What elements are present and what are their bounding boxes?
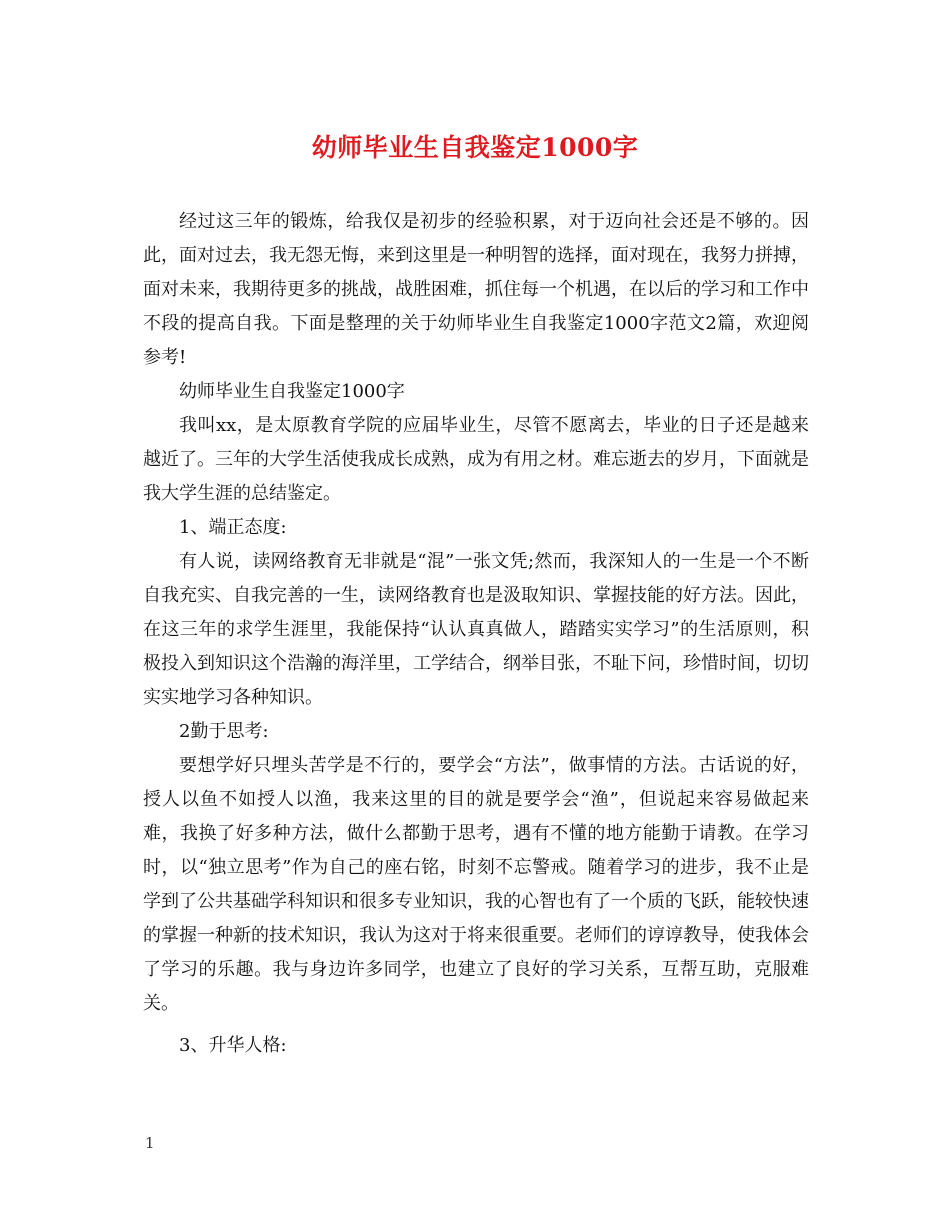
attitude-paragraph: 有人说，读网络教育无非就是“混”一张文凭;然而，我深知人的一生是一个不断自我充实、自我完善的一生，读网络教育也是汲取知识、掌握技能的好方法。因此，在这三年的求学生涯里，我能保持“认认真真做人，踏踏实实学习”的生活原则，积极投入到知识这个浩瀚的海洋里，工学结合，纲举目张，不耻下问，珍惜时间，切切实实地学习各种知识。 — [143, 551, 809, 708]
document-title: 幼师毕业生自我鉴定1000字 — [311, 133, 639, 162]
heading-personality: 3、升华人格: — [179, 1035, 287, 1056]
heading-attitude: 1、端正态度: — [179, 517, 287, 538]
intro-paragraph: 经过这三年的锻炼，给我仅是初步的经验积累，对于迈向社会还是不够的。因此，面对过去，我无怨无悔，来到这里是一种明智的选择，面对现在，我努力拼搏，面对未来，我期待更多的挑战，战胜困难，抓住每一个机遇，在以后的学习和工作中不段的提高自我。下面是整理的关于幼师毕业生自我鉴定1000字范文2篇，欢迎阅参考! — [143, 211, 809, 368]
section-subtitle: 幼师毕业生自我鉴定1000字 — [179, 381, 405, 402]
thinking-paragraph: 要想学好只埋头苦学是不行的，要学会“方法”，做事情的方法。古话说的好，授人以鱼不如授人以渔，我来这里的目的就是要学会“渔”，但说起来容易做起来难，我换了好多种方法，做什么都勤于思考，遇有不懂的地方能勤于请教。在学习时，以“独立思考”作为自己的座右铭，时刻不忘警戒。随着学习的进步，我不止是学到了公共基础学科知识和很多专业知识，我的心智也有了一个质的飞跃，能较快速的掌握一种新的技术知识，我认为这对于将来很重要。老师们的谆谆教导，使我体会了学习的乐趣。我与身边许多同学，也建立了良好的学习关系，互帮互助，克服难关。 — [143, 755, 809, 1014]
page-number: 1 — [145, 1134, 155, 1152]
self-introduction-paragraph: 我叫xx，是太原教育学院的应届毕业生，尽管不愿离去，毕业的日子还是越来越近了。三年的大学生活使我成长成熟，成为有用之材。难忘逝去的岁月，下面就是我大学生涯的总结鉴定。 — [143, 415, 809, 504]
heading-thinking: 2勤于思考: — [179, 721, 269, 742]
document-body — [143, 205, 809, 1063]
